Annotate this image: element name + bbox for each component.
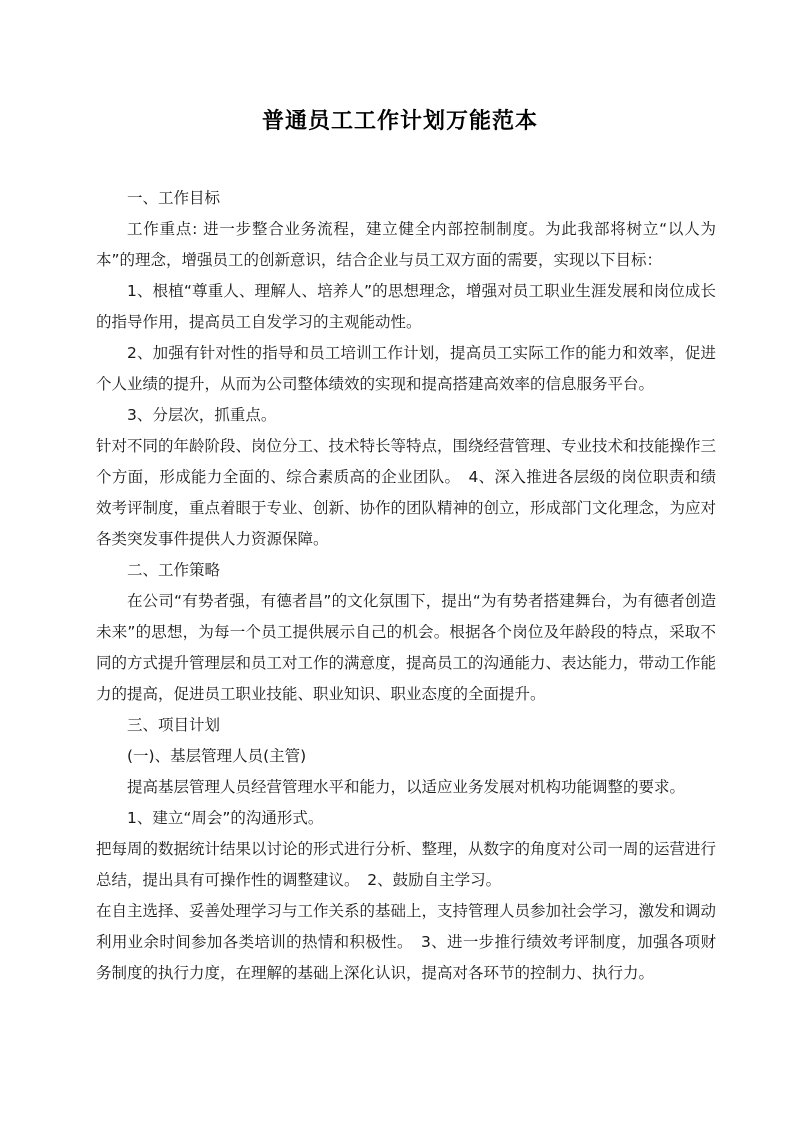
document-title: 普通员工工作计划万能范本 [261,109,538,134]
document-body [96,183,716,989]
paragraph-focus: 工作重点: 进一步整合业务流程，建立健全内部控制制度。为此我部将树立“以人为本”的理念，增强员工的创新意识，结合企业与员工双方面的需要，实现以下目标： [96,220,716,269]
paragraph-goal-1: 1、根植“尊重人、理解人、培养人”的思想理念，增强对员工职业生涯发展和岗位成长的指导作用，提高员工自发学习的主观能动性。 [96,282,716,331]
section-heading-strategy: 二、工作策略 [127,561,221,579]
paragraph-managers-aim: 提高基层管理人员经营管理水平和能力，以适应业务发展对机构功能调整的要求。 [127,778,686,796]
paragraph-goal-3: 3、分层次，抓重点。 [127,406,277,424]
section-heading-plan: 三、项目计划 [127,716,221,734]
paragraph-plan-1-detail: 把每周的数据统计结果以讨论的形式进行分析、整理，从数字的角度对公司一周的运营进行总结，提出具有可操作性的调整建议。 2、鼓励自主学习。 [96,840,717,889]
paragraph-goal-3-detail: 针对不同的年龄阶段、岗位分工、技术特长等特点，围绕经营管理、专业技术和技能操作三个方面，形成能力全面的、综合素质高的企业团队。 4、深入推进各层级的岗位职责和绩效考评制度，重点着眼于专业、创新、协作的团队精神的创立，形成部门文化理念，为应对各类突发事件提供人力资源保障。 [96,437,717,548]
paragraph-goal-2: 2、加强有针对性的指导和员工培训工作计划，提高员工实际工作的能力和效率，促进个人业绩的提升，从而为公司整体绩效的实现和提高搭建高效率的信息服务平台。 [96,344,716,393]
paragraph-plan-1: 1、建立“周会”的沟通形式。 [127,809,324,827]
paragraph-strategy: 在公司“有势者强，有德者昌”的文化氛围下，提出“为有势者搭建舞台，为有德者创造未来”的思想，为每一个员工提供展示自己的机会。根据各个岗位及年龄段的特点，采取不同的方式提升管理层和员工对工作的满意度，提高员工的沟通能力、表达能力，带动工作能力的提高，促进员工职业技能、职业知识、职业态度的全面提升。 [96,592,717,703]
paragraph-plan-2-detail: 在自主选择、妥善处理学习与工作关系的基础上，支持管理人员参加社会学习，激发和调动利用业余时间参加各类培训的热情和积极性。 3、进一步推行绩效考评制度，加强各项财务制度的执行力度，在理解的基础上深化认识，提高对各环节的控制力、执行力。 [96,902,717,982]
subsection-heading-managers: (一)、基层管理人员(主管) [127,747,307,765]
section-heading-goals: 一、工作目标 [127,189,221,207]
